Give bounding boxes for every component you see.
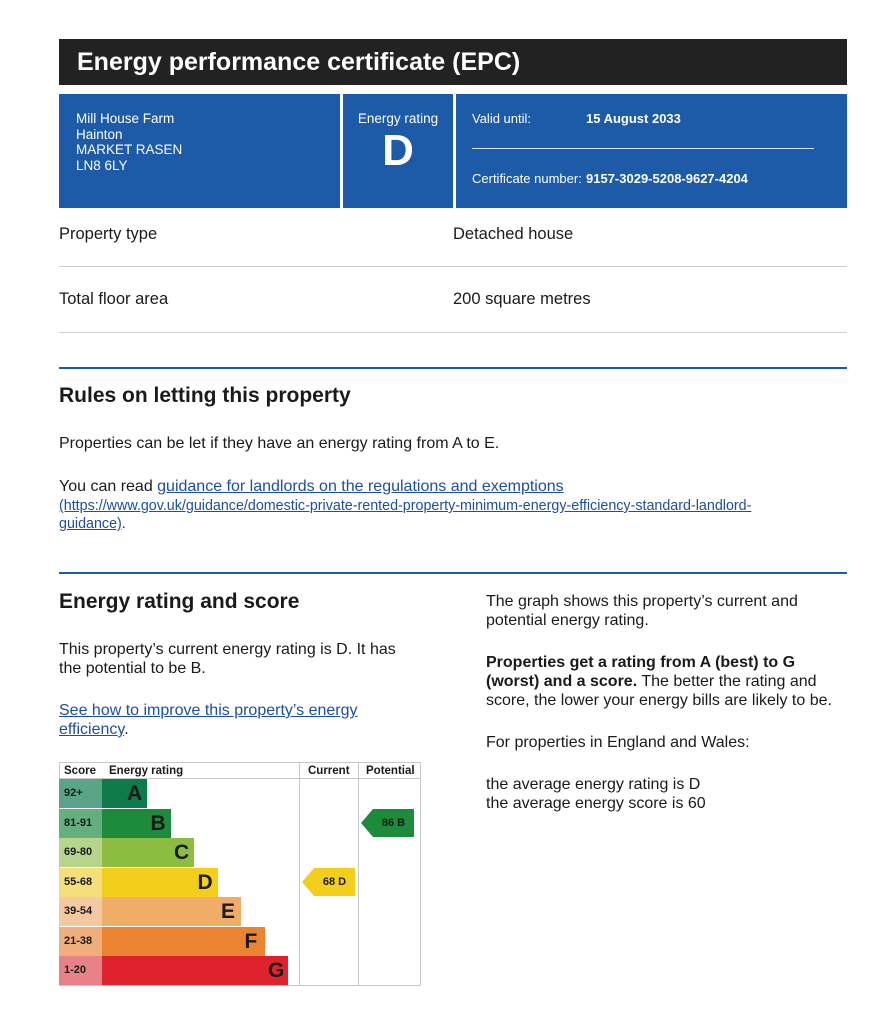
band-score-a: 92+ bbox=[59, 779, 102, 808]
guidance-paragraph bbox=[59, 477, 847, 496]
energy-rating-header: Energy rating bbox=[109, 765, 184, 777]
england-wales-label: For properties in England and Wales: bbox=[486, 734, 750, 751]
divider bbox=[59, 266, 847, 267]
validity-box bbox=[456, 94, 847, 208]
band-score-d: 55-68 bbox=[59, 868, 102, 897]
band-letter-a: A bbox=[127, 782, 143, 805]
average-rating: the average energy rating is D bbox=[486, 776, 701, 793]
guidance-prefix: You can read bbox=[59, 478, 158, 495]
property-type-label: Property type bbox=[59, 225, 158, 243]
energy-rating-letter: D bbox=[382, 126, 414, 175]
rating-explanation-rest: The better the rating and score, the lower your energy bills are likely to be. bbox=[486, 673, 832, 709]
address-box bbox=[59, 94, 340, 208]
band-score-g: 1-20 bbox=[59, 956, 102, 985]
potential-rating-arrow-label: 86 B bbox=[373, 809, 414, 837]
guidance-url-line-2[interactable]: guidance) bbox=[59, 516, 122, 532]
guidance-url-line-1[interactable]: (https://www.gov.uk/guidance/domestic-private-rented-property-minimum-energy-efficiency-standard-landlord- bbox=[59, 498, 752, 514]
energy-rating-chart bbox=[59, 762, 421, 986]
potential-rating-arrow bbox=[361, 809, 415, 837]
improve-efficiency-link[interactable]: See how to improve this property’s energy efficiency bbox=[59, 702, 358, 738]
energy-rating-label: Energy rating bbox=[357, 111, 439, 126]
address-line-2: Hainton bbox=[76, 126, 123, 142]
current-header: Current bbox=[308, 765, 350, 777]
band-letter-f: F bbox=[244, 929, 258, 953]
graph-description: The graph shows this property’s current and potential energy rating. bbox=[486, 593, 798, 629]
rating-explanation bbox=[486, 653, 851, 710]
address-line-1: Mill House Farm bbox=[76, 111, 175, 126]
guidance-url-line-2-wrap bbox=[59, 515, 126, 533]
section-divider bbox=[59, 572, 847, 574]
address-line-3: MARKET RASEN bbox=[76, 142, 183, 157]
energy-heading: Energy rating and score bbox=[59, 590, 300, 613]
divider bbox=[59, 332, 847, 333]
rating-explanation-bold: Properties get a rating from A (best) to G (worst) and a score. bbox=[486, 654, 796, 690]
current-rating-arrow-tip bbox=[302, 868, 314, 896]
band-letter-g: G bbox=[268, 959, 285, 982]
address-line-4: LN8 6LY bbox=[76, 157, 128, 173]
valid-until-value: 15 August 2033 bbox=[586, 111, 681, 126]
band-score-e: 39-54 bbox=[59, 897, 102, 926]
band-bar-g bbox=[102, 956, 288, 985]
property-type-value: Detached house bbox=[453, 225, 574, 243]
score-header: Score bbox=[64, 765, 96, 777]
band-letter-c: C bbox=[174, 841, 190, 864]
letting-paragraph: Properties can be let if they have an energy rating from A to E. bbox=[59, 435, 500, 452]
band-letter-e: E bbox=[221, 900, 236, 923]
energy-paragraph: This property’s current energy rating is D. It has the potential to be B. bbox=[59, 641, 396, 677]
potential-rating-arrow-tip bbox=[361, 809, 373, 837]
band-score-b: 81-91 bbox=[59, 809, 102, 838]
certificate-number-label: Certificate number: bbox=[472, 171, 582, 186]
validity-divider bbox=[472, 148, 814, 149]
guidance-suffix: . bbox=[121, 516, 126, 532]
section-divider bbox=[59, 367, 847, 369]
current-rating-arrow-label: 68 D bbox=[314, 868, 355, 896]
potential-header: Potential bbox=[366, 765, 415, 777]
guidance-link[interactable]: guidance for landlords on the regulations and exemptions bbox=[157, 478, 564, 495]
improve-link-wrap bbox=[59, 701, 389, 739]
current-rating-arrow bbox=[302, 868, 356, 896]
band-bar-f bbox=[102, 927, 265, 956]
average-score: the average energy score is 60 bbox=[486, 795, 706, 812]
band-score-f: 21-38 bbox=[59, 927, 102, 956]
energy-rating-box bbox=[343, 94, 453, 208]
band-score-c: 69-80 bbox=[59, 838, 102, 867]
page-title: Energy performance certificate (EPC) bbox=[59, 39, 847, 85]
valid-until-label: Valid until: bbox=[472, 111, 532, 126]
band-letter-b: B bbox=[150, 811, 166, 835]
letting-heading: Rules on letting this property bbox=[59, 384, 351, 407]
band-letter-d: D bbox=[197, 870, 213, 894]
certificate-number-value: 9157-3029-5208-9627-4204 bbox=[586, 171, 748, 186]
floor-area-value: 200 square metres bbox=[453, 290, 591, 308]
improve-link-suffix: . bbox=[124, 721, 129, 738]
floor-area-label: Total floor area bbox=[59, 290, 169, 308]
